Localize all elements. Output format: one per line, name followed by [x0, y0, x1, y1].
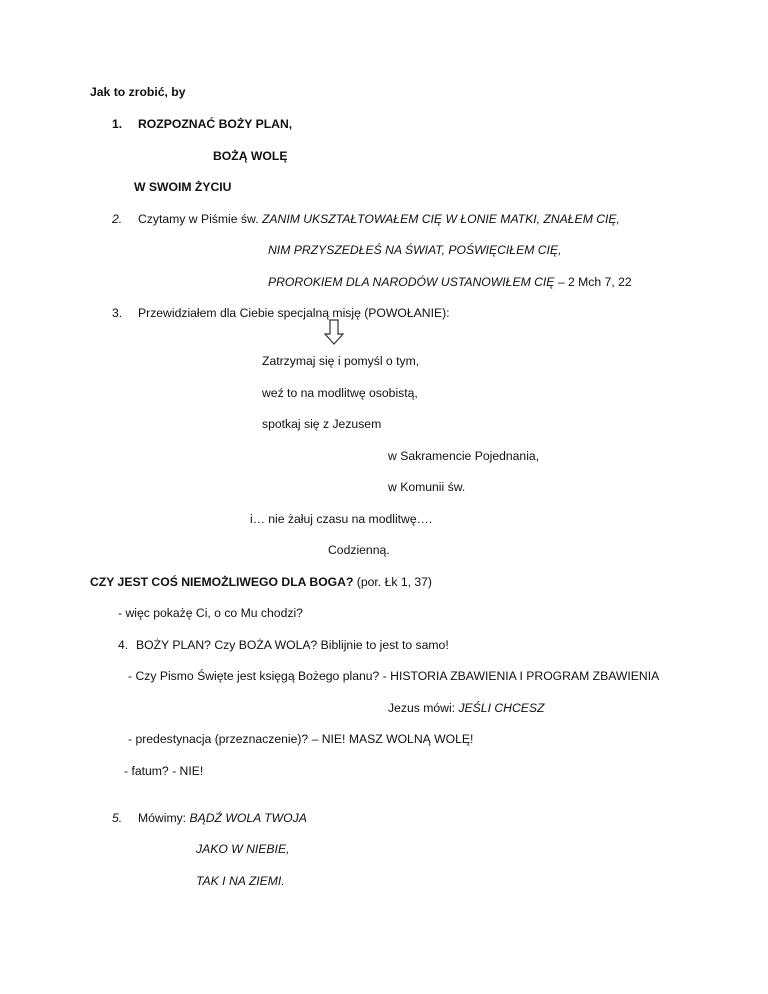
section-2-number: 2. [112, 212, 123, 226]
section-3-line-6: i… nie żałuj czasu na modlitwę…. [250, 512, 433, 526]
section-4-line-2-prefix: Jezus mówi: [388, 701, 459, 715]
prayer-line-3: TAK I NA ZIEMI. [196, 874, 285, 888]
section-3-line-5: w Komunii św. [388, 480, 466, 494]
section-3-line-2: weź to na modlitwę osobistą, [262, 386, 418, 400]
question-reference: (por. Łk 1, 37) [356, 575, 432, 589]
section-4-line-2-italic: JEŚLI CHCESZ [458, 701, 545, 715]
scripture-quote-2: NIM PRZYSZEDŁEŚ NA ŚWIAT, POŚWIĘCIŁEM CIĘ, [268, 243, 562, 257]
followup-line: - więc pokażę Ci, o co Mu chodzi? [118, 606, 303, 620]
section-3-text: Przewidziałem dla Ciebie specjalną misję (POWOŁANIE): [138, 306, 450, 320]
scripture-quote-3: PROROKIEM DLA NARODÓW USTANOWIŁEM CIĘ [268, 275, 555, 289]
section-3-line-3: spotkaj się z Jezusem [262, 417, 382, 431]
section-5-number: 5. [112, 811, 123, 825]
section-1-number: 1. [112, 117, 123, 131]
heading: Jak to zrobić, by [90, 85, 186, 99]
question-line [90, 574, 432, 590]
scripture-reference: – 2 Mch 7, 22 [554, 275, 632, 289]
prayer-line-2: JAKO W NIEBIE, [196, 842, 290, 856]
section-4-line-1: - Czy Pismo Święte jest księgą Bożego planu? - HISTORIA ZBAWIENIA I PROGRAM ZBAWIENIA [128, 669, 660, 683]
section-4-line-2 [388, 700, 544, 716]
prayer-line-1: BĄDŹ WOLA TWOJA [189, 811, 307, 825]
section-3-number: 3. [112, 306, 123, 320]
section-4-number: 4. [118, 638, 129, 652]
question-text: CZY JEST COŚ NIEMOŻLIWEGO DLA BOGA? [90, 575, 354, 589]
section-4-line-3: - predestynacja (przeznaczenie)? – NIE! MASZ WOLNĄ WOLĘ! [128, 732, 474, 746]
section-3-line-1: Zatrzymaj się i pomyśl o tym, [262, 354, 420, 368]
down-arrow-icon [324, 319, 344, 345]
section-1-line-1: ROZPOZNAĆ BOŻY PLAN, [138, 117, 293, 131]
section-5-line-1 [138, 810, 307, 826]
section-1-line-3: W SWOIM ŻYCIU [134, 180, 232, 194]
section-2-line-1 [138, 211, 620, 227]
section-5-prefix: Mówimy: [138, 811, 190, 825]
section-1-line-2: BOŻĄ WOLĘ [213, 149, 288, 163]
section-3-line-7: Codzienną. [328, 543, 390, 557]
section-4-text: BOŻY PLAN? Czy BOŻA WOLA? Biblijnie to jest to samo! [136, 638, 449, 652]
section-2-intro: Czytamy w Piśmie św. [138, 212, 259, 226]
section-2-line-3 [268, 274, 632, 290]
section-3-line-4: w Sakramencie Pojednania, [388, 449, 540, 463]
scripture-quote-1: ZANIM UKSZTAŁTOWAŁEM CIĘ W ŁONIE MATKI, ZNAŁEM CIĘ, [261, 212, 620, 226]
section-4-line-4: - fatum? - NIE! [124, 764, 204, 778]
